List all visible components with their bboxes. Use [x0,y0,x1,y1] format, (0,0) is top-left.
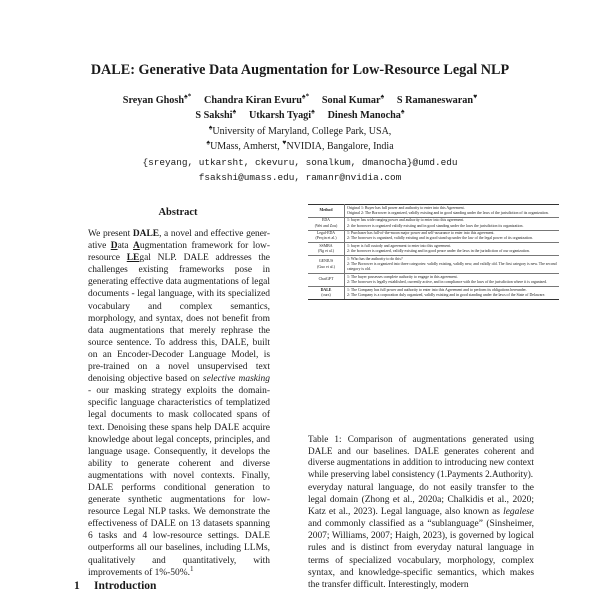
affiliation-text: University of Maryland, College Park, USA, [212,126,392,137]
table-cell-examples: 1: The buyer possesses complete authority to engage in this agreement. 2: The borrower is legally established, currently active, and in compliance with the laws of the jurisdiction where it is organized. [345,274,560,287]
author-name: S Ramaneswaran [396,95,474,106]
author-mark: ♥ [473,92,478,101]
table-cell-method: ChatGPT [308,274,345,287]
table-cell-method: GENIUS (Guo et al.) [308,256,345,274]
author-name: Sreyan Ghosh [122,95,185,106]
author-name: S Sakshi [195,110,233,121]
abstract-heading: Abstract [158,207,198,218]
affiliation-1 [0,123,600,137]
author-name: Chandra Kiran Evuru [203,95,302,106]
table-row [308,256,559,274]
author-mark: ♠ [311,107,315,116]
section-title: Introduction [94,580,157,592]
table-cell-examples: 1: The Company has full power and authority to enter into this Agreement and to perform its obligations hereunder. 2: The Company is a corporation duly organized, validly existing and in good standing under the laws of the State of Delaware. [345,286,560,299]
affiliation-mark: ♠ [208,123,213,132]
table-cell-examples: Original 1: Buyer has full power and authority to enter into this Agreement. Original 2: The Borrower is organized, validly existing and in good standing under the laws of the jurisdiction of its organization. [345,205,560,218]
table-row [308,243,559,256]
affiliation-2 [0,138,600,152]
legalese-term: legalese [503,507,534,518]
table-caption: Table 1: Comparison of augmentations generated using DALE and our baselines. DALE generates coherent and diverse augmentations in addition to introducing new context while preserving label consistency (1.Payments 2.Authority). [308,434,534,479]
author-line-2 [0,107,600,121]
email-line-1: {sreyang, utkarsht, ckevuru, sonalkum, dmanocha}@umd.edu [142,157,458,168]
author-name: Utkarsh Tyagi [248,110,312,121]
table-cell-examples: 1: Who has the authority to do this? 2: The Borrower is organized into three categories: validly existing, validly new, and validly old. The first category is new. The second category is old. [345,256,560,274]
table-header-row [308,205,559,218]
table-cell-method: Method [308,205,345,218]
table-cell-examples: 1: buyer is full custody and agreement to enter into this agreement. 2: the borrower is organized, validly existing and in good peace under the laws in the jurisdiction of our organization. [345,243,560,256]
table-cell-method: EDA (Wei and Zou) [308,217,345,230]
table-row [308,217,559,230]
author-name: Sonal Kumar [321,95,381,106]
comparison-table [308,204,559,300]
email-line-2: fsakshi@umass.edu, ramanr@nvidia.com [198,172,402,183]
table-cell-method: Legal-EDA (Perçin et al.) [308,230,345,243]
table-row [308,286,559,299]
table-row [308,230,559,243]
affiliation-text: UMass, Amherst, [210,141,280,152]
table-cell-method: SSMBA (Ng et al.) [308,243,345,256]
author-mark: ♠ [380,92,385,101]
table-cell-examples: 1: Purchaser has full-of-the-moon major power and self-assurance to enter into this agreement. 2: The borrower is organized, validly existing and in good stand up under the law of the legal power of its organization. [345,230,560,243]
author-mark: ♠* [301,92,310,101]
intro-heading [74,580,156,592]
affiliation-mark: ♥ [282,138,287,147]
footnote-mark: 1 [189,564,194,573]
affiliation-text: NVIDIA, Bangalore, India [286,141,394,152]
author-mark: ♠ [232,107,237,116]
abstract-dale: DALE [132,229,160,239]
author-mark: ♠* [184,92,192,101]
affiliation-mark: ♠ [206,138,211,147]
abstract-body [88,228,270,579]
author-name: Dinesh Manocha [327,110,401,121]
table-cell-method: DALE (ours) [308,286,345,299]
body-paragraph: everyday natural language, do not easily transfer to the legal domain (Zhong et al., 2020a; Chalkidis et al., 2020; Katz et al., 2023). Legal language, also known as legalese and commonly classified as a “sublanguage” (Sinsheimer, 2007; Williams, 2007; Haigh, 2023), is governed by logical rules and is distinct from everyday natural language in terms of specialized vocabulary, morphology, complex syntax, and knowledge-specific semantics, which makes the transfer difficult. Interestingly, modern [308,483,534,590]
section-number: 1 [74,580,80,592]
table-cell-examples: 1: buyer has wide ranging power and authority to enter into this agreement. 2: the borrower is organized validly existing and in good standing under the laws the jurisdiction its organization. [345,217,560,230]
author-line-1 [0,92,600,106]
abstract-paragraph: We present DALE, a novel and effective gener-ative Data Augmentation framework for low-resource LEgal NLP. DALE addresses the challenges existing frameworks pose in generating effective data augmentations of legal documents - legal language, with its specialized vocabulary and complex semantics, morphology, and syntax, does not benefit from data augmentations that merely rephrase the source sentence. To address this, DALE, built on an Encoder-Decoder Language Model, is pre-trained on a novel unsupervised text denoising objective based on selective masking - our masking strategy exploits the domain-specific language characteristics of templatized legal documents to mask collocated spans of text. Denoising these spans help DALE acquire knowledge about legal concepts, principles, and language usage. Consequently, it develops the ability to generate coherent and diverse augmentations with novel contexts. Finally, DALE performs conditional generation to generate synthetic augmentations for low-resource Legal NLP tasks. We demonstrate the effectiveness of DALE on 13 datasets spanning 6 tasks and 4 low-resource settings. DALE outperforms all our baselines, including LLMs, qualitatively and quantitatively, with improvements of 1%-50%.$^1$ [88,229,271,578]
author-mark: ♠ [400,107,405,116]
paper-title: DALE: Generative Data Augmentation for Low-Resource Legal NLP [90,62,510,78]
table-row [308,274,559,287]
